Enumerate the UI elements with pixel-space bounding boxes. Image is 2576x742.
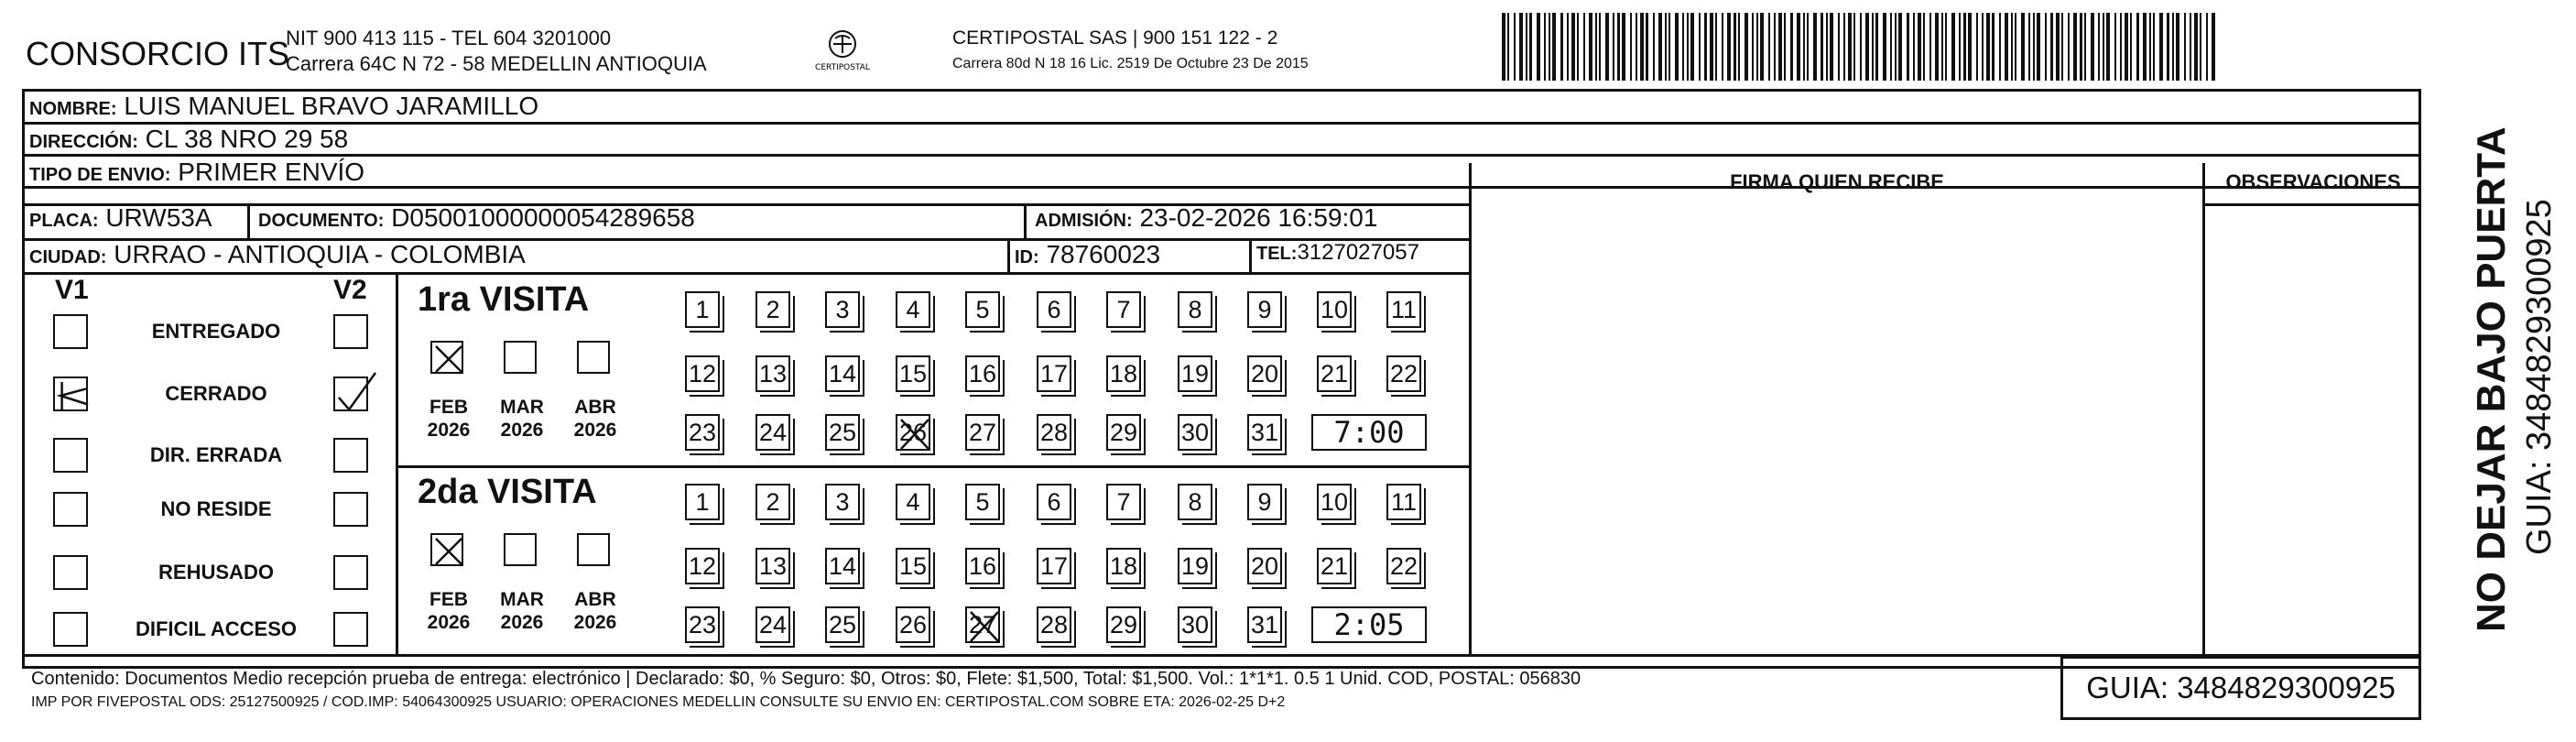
barcode-bar (2190, 13, 2191, 81)
month-name: FEB (429, 397, 468, 418)
day-box[interactable]: 4 (896, 291, 930, 328)
barcode-bar (1768, 13, 1770, 81)
documento-value: D05001000000054289658 (391, 203, 695, 232)
barcode-bar (1848, 13, 1852, 81)
barcode-bar (2130, 13, 2132, 81)
day-box[interactable]: 9 (1247, 291, 1282, 328)
status-v2-checkbox[interactable] (333, 314, 368, 349)
barcode-bar (1838, 13, 1840, 81)
v1-header: V1 (55, 275, 89, 305)
day-box[interactable]: 30 (1178, 414, 1212, 451)
day-box[interactable]: 28 (1037, 414, 1071, 451)
col-divider (396, 272, 398, 655)
day-box[interactable]: 29 (1106, 606, 1141, 643)
company-name: CONSORCIO ITS (26, 35, 290, 72)
day-box[interactable]: 28 (1037, 606, 1071, 643)
placa-label: PLACA: (29, 211, 99, 231)
month-year: 2026 (427, 612, 471, 633)
month-label (495, 396, 549, 442)
barcode-bar (1699, 13, 1701, 81)
barcode-bar (2143, 13, 2147, 81)
time-box[interactable]: 7:00 (1311, 414, 1427, 451)
col-divider (1024, 203, 1027, 238)
visit-title: 2da VISITA (418, 473, 597, 511)
barcode (1502, 13, 2216, 81)
barcode-bar (2091, 13, 2094, 81)
col-divider (1007, 238, 1010, 272)
day-box[interactable]: 18 (1106, 355, 1141, 392)
barcode-bar (2073, 13, 2077, 81)
status-label: DIFICIL ACCESO (135, 617, 297, 640)
month-year: 2026 (500, 420, 544, 441)
barcode-bar (2050, 13, 2053, 81)
barcode-bar (2011, 13, 2013, 81)
day-box[interactable]: 14 (825, 355, 860, 392)
nombre-value: LUIS MANUEL BRAVO JARAMILLO (124, 92, 539, 120)
barcode-bar (1982, 13, 1984, 81)
day-box[interactable]: 17 (1037, 355, 1071, 392)
tipo-row (29, 158, 364, 187)
tel-field (1256, 240, 1419, 266)
barcode-bar (1913, 13, 1915, 81)
barcode-bar (1890, 13, 1892, 81)
certipostal-logo (806, 26, 879, 79)
barcode-bar (1690, 13, 1694, 81)
barcode-bar (1790, 13, 1793, 81)
barcode-bar (2061, 13, 2063, 81)
barcode-bar (1853, 13, 1855, 81)
barcode-bar (1986, 13, 1990, 81)
status-label: REHUSADO (158, 561, 274, 584)
barcode-bar (1526, 13, 1527, 81)
day-box[interactable]: 2 (755, 291, 790, 328)
month-name: FEB (429, 589, 468, 610)
barcode-bar (1813, 13, 1817, 81)
status-v2-checkbox[interactable] (333, 438, 368, 473)
barcode-bar (1968, 13, 1972, 81)
day-box[interactable]: 23 (685, 414, 720, 451)
day-box[interactable]: 4 (896, 484, 930, 520)
barcode-bar (1687, 13, 1689, 81)
barcode-bar (1529, 13, 1532, 81)
day-box[interactable]: 16 (965, 355, 1000, 392)
barcode-bar (2159, 13, 2163, 81)
barcode-bar (1617, 13, 1620, 81)
status-v1-checkbox[interactable] (53, 612, 88, 647)
barcode-bar (2033, 13, 2035, 81)
barcode-bar (1999, 13, 2001, 81)
col-divider (1249, 238, 1252, 272)
day-box[interactable]: 17 (1037, 548, 1071, 584)
id-value: 78760023 (1046, 240, 1161, 268)
barcode-bar (1898, 13, 1902, 81)
barcode-bar (1895, 13, 1897, 81)
day-box[interactable]: 21 (1317, 548, 1352, 584)
barcode-bar (2045, 13, 2047, 81)
day-box[interactable]: 10 (1317, 484, 1352, 520)
day-box[interactable]: 5 (965, 484, 1000, 520)
status-label: DIR. ERRADA (149, 443, 283, 466)
barcode-bar (1613, 13, 1614, 81)
month-year: 2026 (573, 612, 617, 633)
day-box[interactable]: 23 (685, 606, 720, 643)
visit-title: 1ra VISITA (418, 280, 590, 319)
barcode-bar (1745, 13, 1748, 81)
barcode-bar (1567, 13, 1569, 81)
observations-area[interactable] (2205, 206, 2421, 654)
time-box[interactable]: 2:05 (1311, 606, 1427, 643)
status-label: NO RESIDE (160, 497, 272, 520)
barcode-bar (1756, 13, 1758, 81)
barcode-bar (1963, 13, 1966, 81)
day-box[interactable]: 22 (1386, 548, 1421, 584)
barcode-bar (2106, 13, 2110, 81)
barcode-bar (1923, 13, 1925, 81)
barcode-bar (1599, 13, 1601, 81)
barcode-bar (1715, 13, 1717, 81)
documento-label: DOCUMENTO: (258, 211, 385, 231)
month-name: ABR (574, 397, 616, 418)
status-v2-checkbox[interactable] (333, 612, 368, 647)
nombre-label: NOMBRE: (29, 99, 117, 119)
day-box[interactable]: 6 (1037, 484, 1071, 520)
barcode-bar (1860, 13, 1862, 81)
barcode-bar (1544, 13, 1546, 81)
day-box[interactable]: 15 (896, 355, 930, 392)
barcode-bar (1830, 13, 1833, 81)
day-box[interactable]: 7 (1106, 484, 1141, 520)
barcode-bar (1821, 13, 1823, 81)
barcode-bar (1865, 13, 1869, 81)
footer-guia: GUIA: 3484829300925 (2060, 656, 2421, 720)
barcode-bar (1941, 13, 1943, 81)
day-box[interactable]: 11 (1386, 484, 1421, 520)
day-box[interactable]: 27 (965, 606, 1000, 643)
firma-header: FIRMA QUIEN RECIBE (1730, 170, 1944, 193)
month-checkbox[interactable] (577, 341, 610, 374)
day-box[interactable]: 25 (825, 606, 860, 643)
day-box[interactable]: 14 (825, 548, 860, 584)
month-checkbox[interactable] (430, 341, 463, 374)
barcode-bar (2005, 13, 2008, 81)
month-label (568, 588, 623, 634)
barcode-bar (2103, 13, 2104, 81)
placa-field (29, 203, 212, 233)
day-box[interactable]: 20 (1247, 355, 1282, 392)
barcode-bar (2015, 13, 2016, 81)
month-label (568, 396, 623, 442)
barcode-bar (1774, 13, 1776, 81)
day-box[interactable]: 19 (1178, 548, 1212, 584)
day-box[interactable]: 13 (755, 355, 790, 392)
observaciones-header: OBSERVACIONES (2225, 170, 2401, 193)
barcode-bar (1646, 13, 1648, 81)
tipo-value: PRIMER ENVÍO (178, 158, 365, 186)
barcode-bar (1929, 13, 1931, 81)
barcode-bar (1658, 13, 1662, 81)
barcode-bar (1907, 13, 1909, 81)
barcode-bar (1843, 13, 1845, 81)
barcode-bar (1826, 13, 1828, 81)
row-divider (22, 154, 2421, 157)
day-box[interactable]: 18 (1106, 548, 1141, 584)
month-label (495, 588, 549, 634)
tel-label: TEL: (1256, 244, 1298, 264)
barcode-bar (1668, 13, 1670, 81)
row-divider (22, 122, 2421, 125)
day-box[interactable]: 25 (825, 414, 860, 451)
barcode-bar (2028, 13, 2030, 81)
barcode-bar (2125, 13, 2128, 81)
month-year: 2026 (573, 420, 617, 441)
day-box[interactable]: 15 (896, 548, 930, 584)
month-checkbox[interactable] (577, 533, 610, 566)
footer-print-info: IMP POR FIVEPOSTAL ODS: 25127500925 / COD.IMP: 54064300925 USUARIO: OPERACIONES MEDELLIN CONSULTE SU ENVIO EN: CERTIPOSTAL.COM SOBRE ETA: 2026-02-25 D+2 (31, 694, 1286, 710)
barcode-bar (1675, 13, 1679, 81)
barcode-bar (1549, 13, 1550, 81)
barcode-bar (1571, 13, 1575, 81)
month-checkbox[interactable] (430, 533, 463, 566)
day-box[interactable]: 2 (755, 484, 790, 520)
barcode-bar (1807, 13, 1809, 81)
day-box[interactable]: 24 (755, 414, 790, 451)
barcode-bar (1537, 13, 1540, 81)
barcode-bar (2200, 13, 2201, 81)
status-label: ENTREGADO (151, 320, 281, 343)
barcode-bar (1875, 13, 1878, 81)
day-box[interactable]: 11 (1386, 291, 1421, 328)
barcode-bar (1734, 13, 1736, 81)
day-box[interactable]: 20 (1247, 548, 1282, 584)
barcode-bar (2184, 13, 2186, 81)
barcode-bar (1552, 13, 1556, 81)
barcode-bar (1577, 13, 1579, 81)
row-divider (22, 272, 1469, 275)
admision-label: ADMISIÓN: (1035, 211, 1133, 231)
footer-contents: Contenido: Documentos Medio recepción prueba de entrega: electrónico | Declarado: $0, % Seguro: $0, Otros: $0, Flete: $1,500, Total: $1,500. Vol.: 1*1*1. 0.5 1 Unid. COD, POSTAL: 056830 (31, 669, 1581, 689)
day-box[interactable]: 16 (965, 548, 1000, 584)
barcode-bar (1976, 13, 1978, 81)
day-box[interactable]: 30 (1178, 606, 1212, 643)
barcode-bar (1710, 13, 1713, 81)
ciudad-label: CIUDAD: (29, 247, 107, 267)
day-box[interactable]: 26 (896, 606, 930, 643)
barcode-bar (2114, 13, 2116, 81)
status-v1-checkbox[interactable] (53, 376, 88, 411)
barcode-bar (1722, 13, 1723, 81)
month-label (421, 588, 476, 634)
barcode-bar (2056, 13, 2060, 81)
day-box[interactable]: 6 (1037, 291, 1071, 328)
admision-field (1035, 203, 1377, 233)
day-box[interactable]: 10 (1317, 291, 1352, 328)
month-checkbox[interactable] (504, 341, 537, 374)
company-nit: NIT 900 413 115 - TEL 604 3201000 (286, 27, 612, 49)
company-address: Carrera 64C N 72 - 58 MEDELLIN ANTIOQUIA (286, 52, 707, 75)
day-box[interactable]: 27 (965, 414, 1000, 451)
direccion-row (29, 125, 348, 154)
barcode-bar (1665, 13, 1667, 81)
barcode-bar (1589, 13, 1592, 81)
barcode-bar (1883, 13, 1886, 81)
barcode-bar (2120, 13, 2122, 81)
month-name: MAR (500, 589, 544, 610)
barcode-bar (1992, 13, 1994, 81)
nombre-row (29, 92, 538, 121)
barcode-bar (1682, 13, 1684, 81)
status-v1-checkbox[interactable] (53, 555, 88, 590)
row-divider (396, 465, 1469, 468)
day-box[interactable]: 9 (1247, 484, 1282, 520)
barcode-bar (1872, 13, 1874, 81)
placa-value: URW53A (105, 203, 212, 232)
barcode-bar (2136, 13, 2139, 81)
direccion-value: CL 38 NRO 29 58 (145, 125, 349, 153)
barcode-bar (2206, 13, 2208, 81)
courier-info (952, 26, 1309, 77)
barcode-bar (1653, 13, 1655, 81)
day-box[interactable]: 3 (825, 291, 860, 328)
barcode-bar (1935, 13, 1939, 81)
barcode-bar (1560, 13, 1563, 81)
barcode-bar (1778, 13, 1782, 81)
status-v2-checkbox[interactable] (333, 376, 368, 411)
barcode-bar (2167, 13, 2169, 81)
day-box[interactable]: 31 (1247, 606, 1282, 643)
v2-header: V2 (333, 275, 367, 305)
barcode-bar (2084, 13, 2086, 81)
barcode-bar (1959, 13, 1961, 81)
barcode-bar (1640, 13, 1644, 81)
barcode-bar (1797, 13, 1800, 81)
status-v1-checkbox[interactable] (53, 492, 88, 527)
barcode-bar (2098, 13, 2100, 81)
day-box[interactable]: 22 (1386, 355, 1421, 392)
day-box[interactable]: 12 (685, 548, 720, 584)
day-box[interactable]: 5 (965, 291, 1000, 328)
side-guia-text: GUIA: 3484829300925 (2520, 199, 2559, 555)
ciudad-field (29, 240, 526, 269)
status-v2-checkbox[interactable] (333, 555, 368, 590)
side-notice-text: NO DEJAR BAJO PUERTA (2469, 126, 2514, 632)
barcode-bar (1507, 13, 1509, 81)
day-box[interactable]: 8 (1178, 291, 1212, 328)
month-label (421, 396, 476, 442)
barcode-bar (1945, 13, 1947, 81)
barcode-bar (2037, 13, 2040, 81)
barcode-bar (1622, 13, 1625, 81)
day-box[interactable]: 26 (896, 414, 930, 451)
documento-field (258, 203, 695, 233)
month-name: MAR (500, 397, 544, 418)
barcode-bar (1502, 13, 1505, 81)
day-box[interactable]: 1 (685, 291, 720, 328)
barcode-bar (1752, 13, 1754, 81)
barcode-bar (1514, 13, 1516, 81)
courier-name: CERTIPOSTAL SAS | 900 151 122 - 2 (952, 27, 1278, 49)
barcode-bar (1738, 13, 1740, 81)
barcode-bar (1727, 13, 1731, 81)
month-name: ABR (574, 589, 616, 610)
barcode-bar (1595, 13, 1597, 81)
courier-license: Carrera 80d N 18 16 Lic. 2519 De Octubre 23 De 2015 (952, 56, 1309, 71)
day-box[interactable]: 21 (1317, 355, 1352, 392)
id-field (1015, 240, 1160, 269)
day-box[interactable]: 19 (1178, 355, 1212, 392)
barcode-bar (1605, 13, 1609, 81)
day-box[interactable]: 3 (825, 484, 860, 520)
month-checkbox[interactable] (504, 533, 537, 566)
day-box[interactable]: 1 (685, 484, 720, 520)
barcode-bar (1951, 13, 1955, 81)
day-box[interactable]: 12 (685, 355, 720, 392)
month-year: 2026 (427, 420, 471, 441)
barcode-bar (2212, 13, 2215, 81)
side-notice (2418, 119, 2559, 632)
id-label: ID: (1015, 247, 1039, 267)
barcode-bar (2149, 13, 2151, 81)
barcode-bar (1760, 13, 1764, 81)
barcode-bar (2176, 13, 2179, 81)
day-box[interactable]: 8 (1178, 484, 1212, 520)
company-info (286, 26, 707, 77)
barcode-bar (2153, 13, 2155, 81)
barcode-bar (2068, 13, 2070, 81)
ciudad-value: URRAO - ANTIOQUIA - COLOMBIA (114, 240, 526, 268)
admision-value: 23-02-2026 16:59:01 (1139, 203, 1378, 232)
barcode-bar (1519, 13, 1523, 81)
barcode-bar (1784, 13, 1786, 81)
day-box[interactable]: 24 (755, 606, 790, 643)
barcode-bar (1583, 13, 1585, 81)
status-v2-checkbox[interactable] (333, 492, 368, 527)
col-divider (247, 203, 250, 238)
logo-caption: CERTIPOSTAL (815, 63, 870, 72)
status-v1-checkbox[interactable] (53, 314, 88, 349)
barcode-bar (1918, 13, 1921, 81)
tipo-label: TIPO DE ENVIO: (29, 165, 171, 185)
status-label: CERRADO (165, 382, 267, 405)
day-box[interactable]: 13 (755, 548, 790, 584)
barcode-bar (2021, 13, 2025, 81)
barcode-bar (1636, 13, 1637, 81)
day-box[interactable]: 31 (1247, 414, 1282, 451)
day-box[interactable]: 29 (1106, 414, 1141, 451)
barcode-bar (2172, 13, 2174, 81)
status-v1-checkbox[interactable] (53, 438, 88, 473)
day-box[interactable]: 7 (1106, 291, 1141, 328)
barcode-bar (1704, 13, 1707, 81)
month-year: 2026 (500, 612, 544, 633)
barcode-bar (2194, 13, 2198, 81)
tel-value: 3127027057 (1297, 240, 1419, 265)
barcode-bar (1630, 13, 1632, 81)
barcode-bar (1803, 13, 1805, 81)
direccion-label: DIRECCIÓN: (29, 132, 138, 152)
signature-area[interactable] (1472, 206, 2202, 654)
barcode-bar (2080, 13, 2082, 81)
